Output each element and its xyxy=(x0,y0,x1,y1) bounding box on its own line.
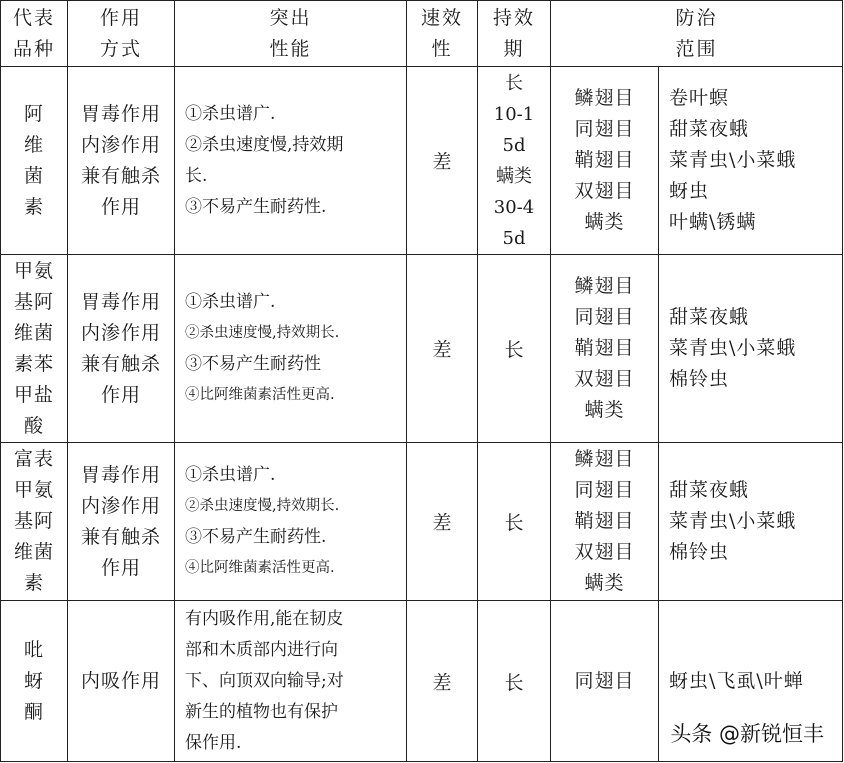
feature-cell: 有内吸作用,能在韧皮 部和木质部内进行向 下、向顶双向输导;对 新生的植物也有保护 保作用. xyxy=(175,601,407,762)
header-name: 代表 品种 xyxy=(1,1,68,67)
header-range: 防治 范围 xyxy=(551,1,843,67)
mode-cell: 内吸作用 xyxy=(68,601,175,762)
range-pest-cell: 甜菜夜蛾 菜青虫\小菜蛾 棉铃虫 xyxy=(659,443,843,601)
header-row xyxy=(1,1,843,67)
range-pest-cell: 卷叶螟 甜菜夜蛾 菜青虫\小菜蛾 蚜虫 叶螨\锈螨 xyxy=(659,67,843,255)
header-mode: 作用 方式 xyxy=(68,1,175,67)
range-pest-cell: 蚜虫\飞虱\叶蝉 xyxy=(659,601,843,762)
range-order-cell: 鳞翅目 同翅目 鞘翅目 双翅目 螨类 xyxy=(551,67,659,255)
range-order-cell: 鳞翅目 同翅目 鞘翅目 双翅目 螨类 xyxy=(551,443,659,601)
table-row xyxy=(1,255,843,443)
speed-cell: 差 xyxy=(407,443,478,601)
mode-cell: 胃毒作用 内渗作用 兼有触杀 作用 xyxy=(68,67,175,255)
duration-cell: 长 xyxy=(478,443,551,601)
speed-cell: 差 xyxy=(407,601,478,762)
name-cell: 吡 蚜 酮 xyxy=(1,601,68,762)
header-speed: 速效 性 xyxy=(407,1,478,67)
feature-cell: ①杀虫谱广. ②杀虫速度慢,持效期 长. ③不易产生耐药性. xyxy=(175,67,407,255)
feature-cell: ①杀虫谱广. ②杀虫速度慢,持效期长. ③不易产生耐药性. ④比阿维菌素活性更高. xyxy=(175,443,407,601)
watermark: 头条 @新锐恒丰 xyxy=(668,718,826,748)
duration-cell: 长 10-1 5d 螨类 30-4 5d xyxy=(478,67,551,255)
speed-cell: 差 xyxy=(407,67,478,255)
table-row xyxy=(1,67,843,255)
header-duration: 持效 期 xyxy=(478,1,551,67)
range-pest-cell: 甜菜夜蛾 菜青虫\小菜蛾 棉铃虫 xyxy=(659,255,843,443)
mode-cell: 胃毒作用 内渗作用 兼有触杀 作用 xyxy=(68,255,175,443)
speed-cell: 差 xyxy=(407,255,478,443)
feature-cell: ①杀虫谱广. ②杀虫速度慢,持效期长. ③不易产生耐药性 ④比阿维菌素活性更高. xyxy=(175,255,407,443)
name-cell: 甲氨 基阿 维菌 素苯 甲盐 酸 xyxy=(1,255,68,443)
table-row xyxy=(1,443,843,601)
mode-cell: 胃毒作用 内渗作用 兼有触杀 作用 xyxy=(68,443,175,601)
header-feature: 突出 性能 xyxy=(175,1,407,67)
range-order-cell: 同翅目 xyxy=(551,601,659,762)
duration-cell: 长 xyxy=(478,601,551,762)
duration-cell: 长 xyxy=(478,255,551,443)
name-cell: 阿 维 菌 素 xyxy=(1,67,68,255)
name-cell: 富表 甲氨 基阿 维菌 素 xyxy=(1,443,68,601)
range-order-cell: 鳞翅目 同翅目 鞘翅目 双翅目 螨类 xyxy=(551,255,659,443)
